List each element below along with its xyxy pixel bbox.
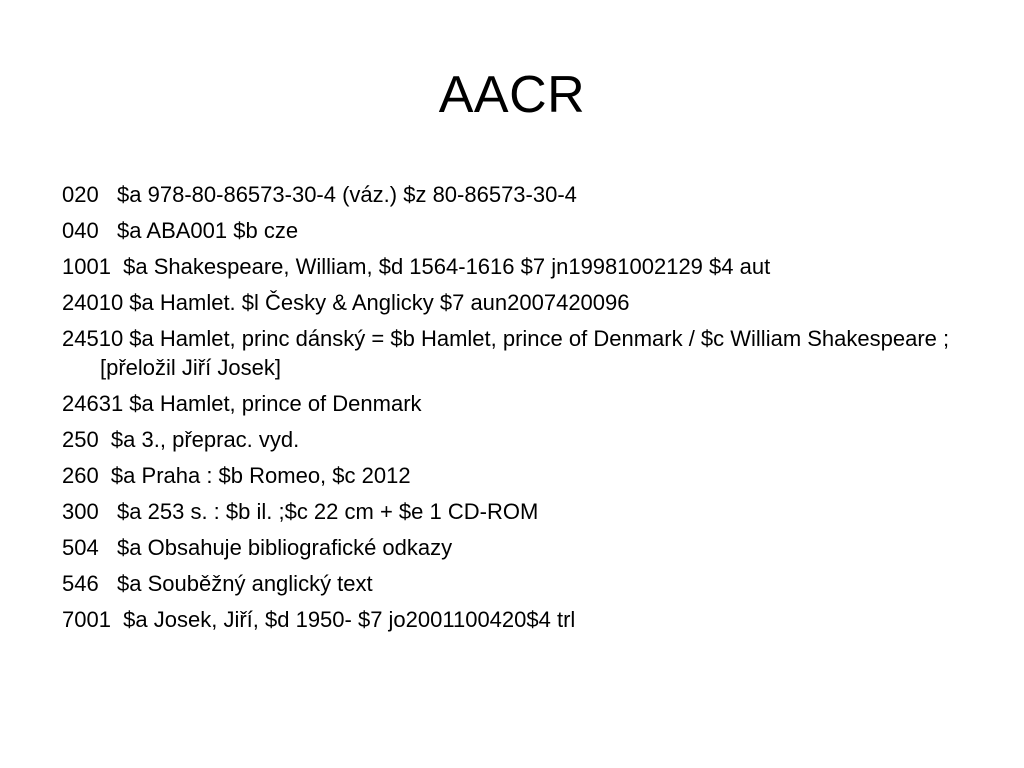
marc-field-040: 040 $a ABA001 $b cze xyxy=(62,218,299,243)
marc-field-020: 020 $a 978-80-86573-30-4 (váz.) $z 80-86573-30-4 xyxy=(62,182,577,207)
marc-field-240: 24010 $a Hamlet. $l Česky & Anglicky $7 aun2007420096 xyxy=(62,290,630,315)
marc-field-245: 24510 $a Hamlet, princ dánský = $b Hamlet, prince of Denmark / $c William Shakespeare ; [přeložil Jiří Josek] xyxy=(62,326,956,380)
marc-field-546: 546 $a Souběžný anglický text xyxy=(62,571,373,596)
marc-field-260: 260 $a Praha : $b Romeo, $c 2012 xyxy=(62,463,411,488)
marc-field-100: 1001 $a Shakespeare, William, $d 1564-1616 $7 jn19981002129 $4 aut xyxy=(62,254,771,279)
marc-field-700: 7001 $a Josek, Jiří, $d 1950- $7 jo2001100420$4 trl xyxy=(62,607,576,632)
marc-field-504: 504 $a Obsahuje bibliografické odkazy xyxy=(62,535,453,560)
marc-field-250: 250 $a 3., přeprac. vyd. xyxy=(62,427,300,452)
slide-title: AACR xyxy=(438,66,586,124)
marc-field-246: 24631 $a Hamlet, prince of Denmark xyxy=(62,391,422,416)
marc-record-list xyxy=(62,180,962,641)
marc-field-300: 300 $a 253 s. : $b il. ;$c 22 cm + $e 1 CD-ROM xyxy=(62,499,539,524)
